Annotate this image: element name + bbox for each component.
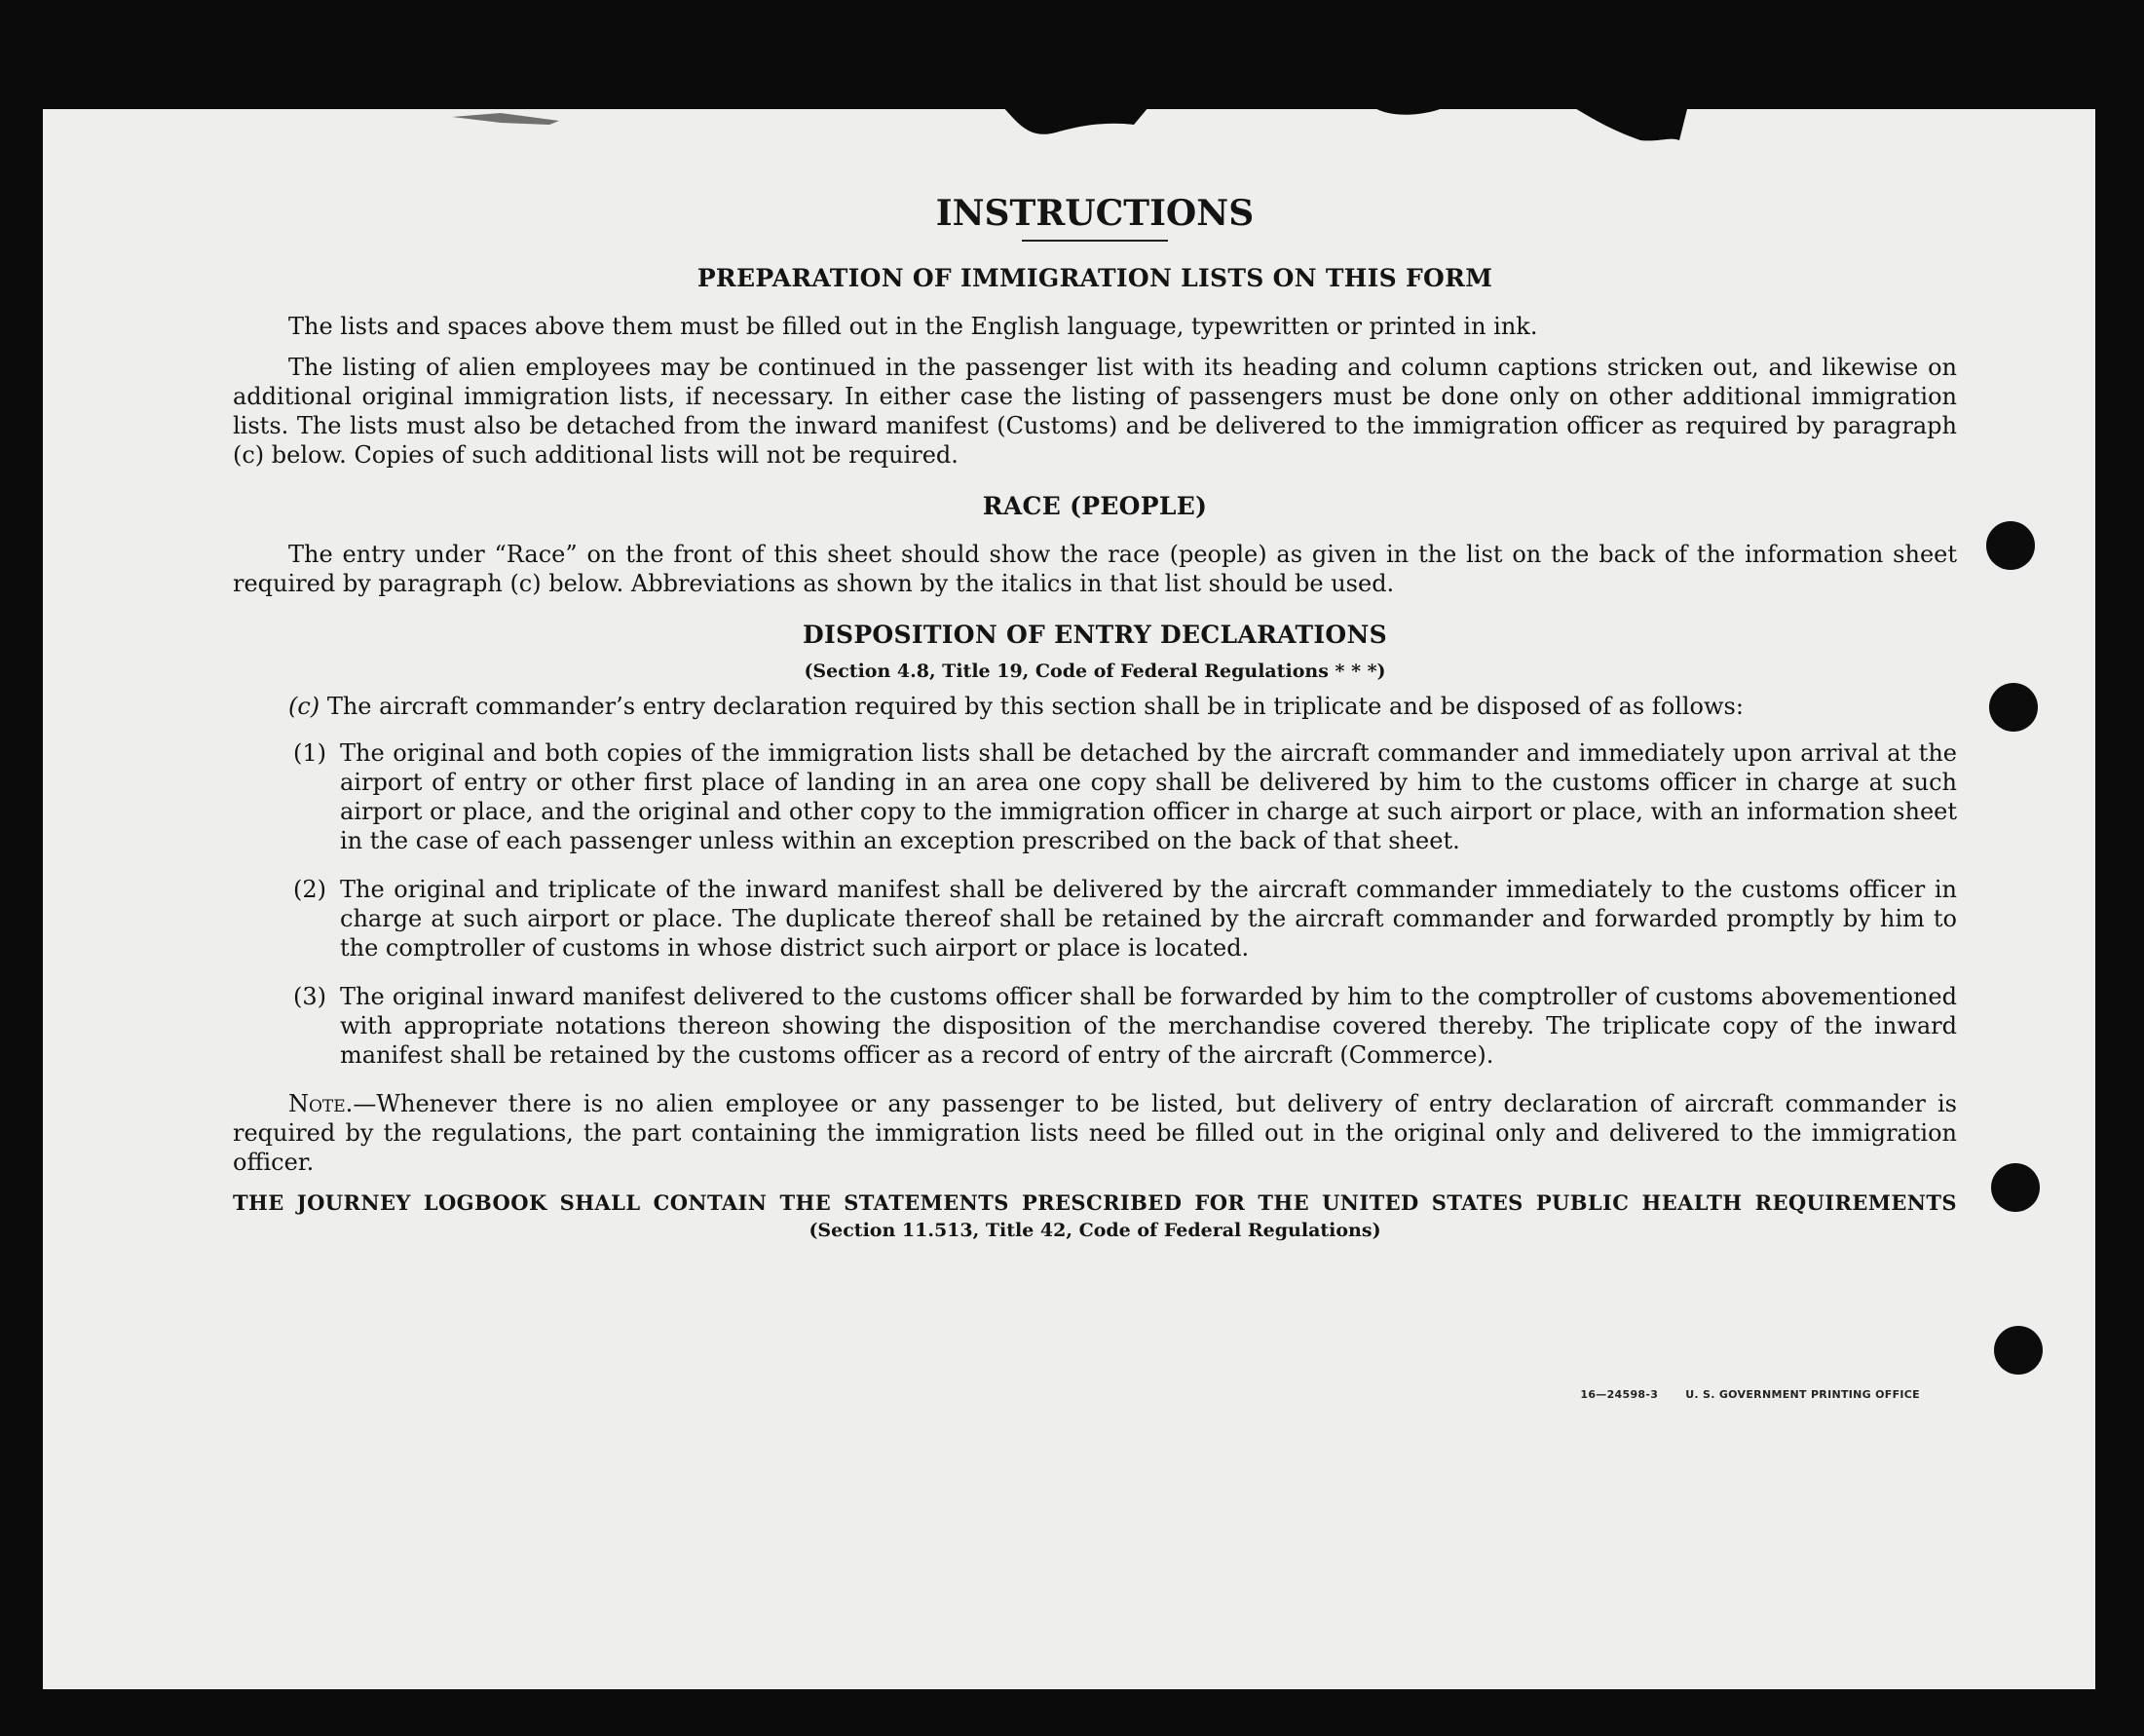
paragraph-note <box>233 1089 1957 1177</box>
instructions-body <box>233 193 1957 1243</box>
list-item-number: (2) <box>293 876 326 903</box>
paragraph-race: The entry under “Race” on the front of this sheet should show the race (people) as given in the list on the back of the information sheet required by paragraph (c) below. Abbreviations as shown by the italics in that list should be used. <box>233 541 1957 597</box>
printer-name: U. S. GOVERNMENT PRINTING OFFICE <box>1685 1388 1920 1401</box>
punch-hole-1 <box>1986 521 2035 570</box>
list-item-number: (3) <box>293 983 326 1010</box>
disposition-intro <box>233 692 1957 721</box>
list-item <box>293 982 1957 1070</box>
list-item <box>293 875 1957 962</box>
disposition-intro-label: (c) <box>288 693 320 720</box>
heading-race: RACE (PEOPLE) <box>982 492 1208 520</box>
paragraph-english-language: The lists and spaces above them must be filled out in the English language, typewritten or printed in ink. <box>288 313 1538 340</box>
list-item-text: The original inward manifest delivered to the customs officer shall be forwarded by him to the comptroller of customs abovementioned with appropriate notations thereon showing the disposition of the merchandise covered thereby. The triplicate copy of the inward manifest shall be retained by the customs officer as a record of entry of the aircraft (Commerce). <box>340 983 1957 1069</box>
list-item-number: (1) <box>293 739 326 767</box>
note-label: Note. <box>288 1090 354 1117</box>
list-item-text: The original and both copies of the immigration lists shall be detached by the aircraft commander and immediately upon arrival at the airport of entry or other first place of landing in an area one copy shall be delivered by him to the customs officer in charge at such airport or place, and the original and other copy to the immigration officer in charge at such airport or place, with an information sheet in the case of each passenger unless within an exception prescribed on the back of that sheet. <box>340 739 1957 854</box>
journey-logbook-notice: THE JOURNEY LOGBOOK SHALL CONTAIN THE STATEMENTS PRESCRIBED FOR THE UNITED STATES PUBLIC HEALTH REQUIREMENTS <box>233 1190 1957 1215</box>
document-sheet <box>43 109 2095 1689</box>
form-number: 16—24598-3 <box>1580 1388 1659 1401</box>
note-text: —Whenever there is no alien employee or any passenger to be listed, but delivery of entry declaration of aircraft commander is required by the regulations, the part containing the immigration lists need be filled out in the original only and delivered to the immigration officer. <box>233 1090 1957 1176</box>
title-rule <box>1022 240 1168 242</box>
footer-citation: (Section 11.513, Title 42, Code of Federal Regulations) <box>809 1220 1381 1241</box>
punch-hole-3 <box>1991 1163 2040 1212</box>
punch-hole-4 <box>1994 1326 2043 1375</box>
paragraph-alien-employees: The listing of alien employees may be continued in the passenger list with its heading and column captions stricken out, and likewise on additional original immigration lists, if necessary. In either case the listing of passengers must be done only on other additional immigration lists. The lists must also be detached from the inward manifest (Customs) and be delivered to the immigration officer as required by paragraph (c) below. Copies of such additional lists will not be required. <box>233 354 1957 469</box>
punch-hole-2 <box>1989 683 2038 732</box>
page-title: INSTRUCTIONS <box>935 193 1255 234</box>
torn-top-edge <box>43 101 2095 160</box>
heading-disposition: DISPOSITION OF ENTRY DECLARATIONS <box>803 621 1387 649</box>
disposition-citation: (Section 4.8, Title 19, Code of Federal Regulations * * *) <box>804 660 1386 682</box>
heading-preparation: PREPARATION OF IMMIGRATION LISTS ON THIS FORM <box>696 264 1493 292</box>
disposition-intro-text: The aircraft commander’s entry declaration required by this section shall be in triplicate and be disposed of as follows: <box>326 693 1744 720</box>
list-item <box>293 738 1957 855</box>
list-item-text: The original and triplicate of the inward manifest shall be delivered by the aircraft commander immediately to the customs officer in charge at such airport or place. The duplicate thereof shall be retained by the aircraft commander and forwarded promptly by him to the comptroller of customs in whose district such airport or place is located. <box>340 876 1957 962</box>
printer-imprint <box>1580 1388 1920 1401</box>
